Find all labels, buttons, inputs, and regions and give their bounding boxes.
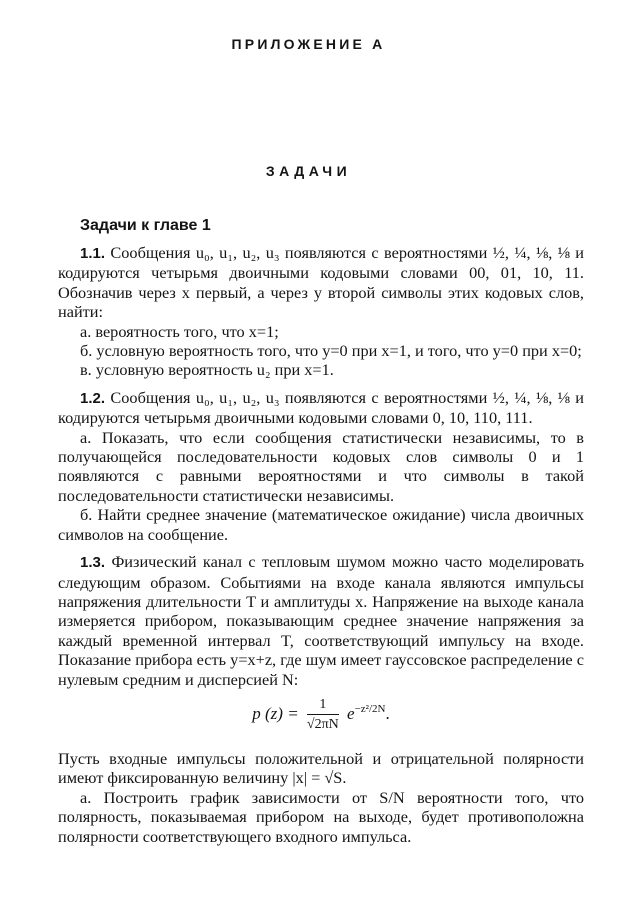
problem-1-3-intro: 1.3. Физический канал с тепловым шумом можно часто моделировать следующим образом. Событиями на входе канала являются импульсы напряжения длительности T и амплитуды x. Напряжение на выходе канала измеряется прибором, показывающим среднее значение напряжения за каждый временной интервал T, соответствующий импульсу на входе. Показание прибора есть y=x+z, где шум имеет гауссовское распределение с нулевым средним и дисперсией N:	[58, 552, 585, 689]
appendix-heading: ПРИЛОЖЕНИЕ А	[231, 36, 386, 52]
section-title: ЗАДАЧИ	[265, 163, 352, 179]
problems-body	[58, 243, 584, 846]
chapter-title: Задачи к главе 1	[80, 217, 211, 234]
formula-fraction	[307, 695, 339, 735]
formula-end: .	[385, 703, 390, 723]
formula-exponent: −z²/2N	[354, 703, 386, 716]
problem-1-1-item-b: б. условную вероятность того, что y=0 при x=1, и того, что y=0 при x=0;	[80, 341, 582, 361]
problem-1-1-item-a: а. вероятность того, что x=1;	[80, 321, 279, 341]
problem-1-1-item-c: в. условную вероятность u₂ при x=1.	[80, 360, 334, 380]
problem-number: 1.2.	[80, 389, 106, 407]
formula-denominator: √2πN	[306, 717, 339, 733]
problem-1-3-item-a: а. Построить график зависимости от S/N вероятности того, что полярность, показываемая прибором на выходе, будет противоположна полярности соответствующего входного импульса.	[58, 787, 584, 846]
problem-1-2-item-a: а. Показать, что если сообщения статистически независимы, то в получающейся последовательности кодовых слов символы 0 и 1 появляются с равными вероятностями и что символы в такой последовательности статистически независимы.	[58, 427, 584, 505]
problem-number: 1.3.	[80, 554, 106, 572]
formula-numerator: 1	[307, 695, 339, 715]
gaussian-formula	[58, 695, 584, 735]
problem-1-3-after: Пусть входные импульсы положительной и отрицательной полярности имеют фиксированную величину |x| = √S.	[58, 748, 584, 788]
problem-1-1-intro: 1.1. Сообщения u₀, u₁, u₂, u₃ появляются с вероятностями ½, ¼, ⅛, ⅛ и кодируются четырьмя двоичными кодовыми словами 00, 01, 10, 11. Обозначив через x первый, а через y второй символы этих кодовых слов, найти:	[58, 243, 584, 322]
formula-exp-base: e	[347, 703, 355, 723]
problem-1-2-intro: 1.2. Сообщения u₀, u₁, u₂, u₃ появляются с вероятностями ½, ¼, ⅛, ⅛ и кодируются четырьмя двоичными кодовыми словами 0, 10, 110, 111.	[58, 387, 584, 428]
problem-1-2-item-b: б. Найти среднее значение (математическое ожидание) числа двоичных символов на сообщение.	[58, 505, 584, 544]
formula-lhs: p (z) =	[252, 703, 299, 723]
problem-number: 1.1.	[80, 245, 106, 262]
